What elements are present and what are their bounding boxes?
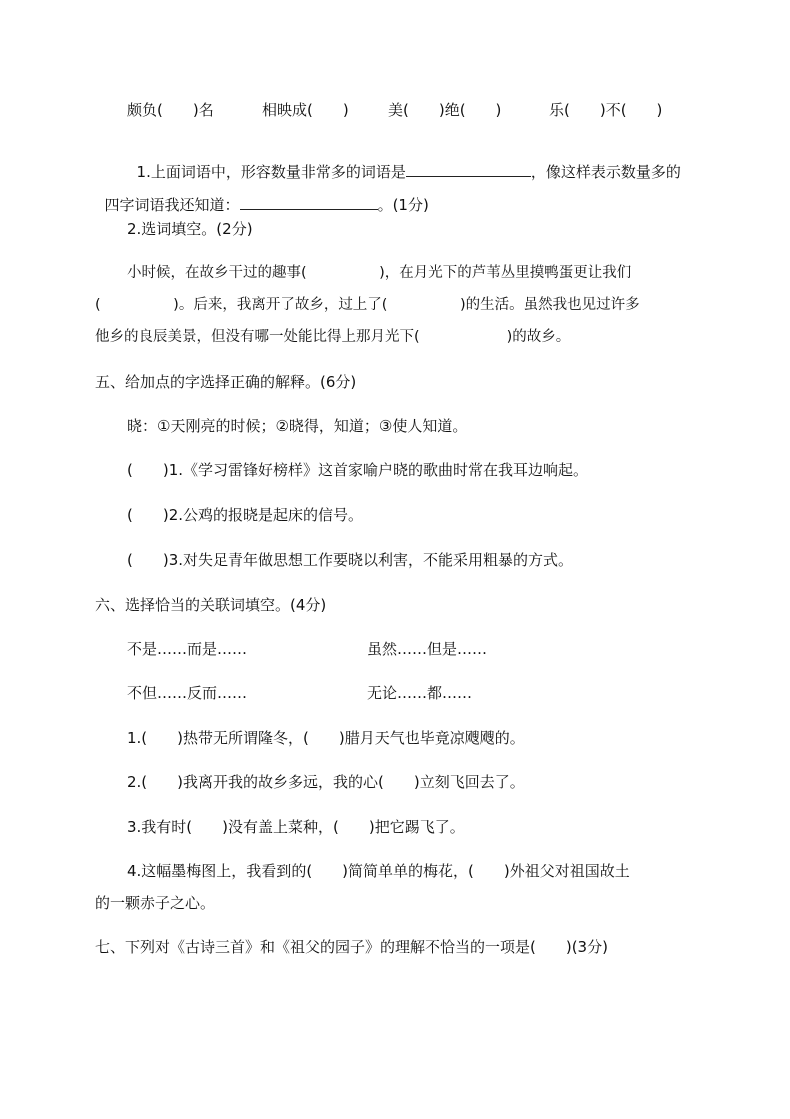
fill-question: 的一颗赤子之心。 (95, 894, 216, 912)
q2-title: 2.选词填空。(2分) (127, 220, 253, 238)
vocab-item: 颇负( )名 (127, 101, 214, 119)
vocab-item: 乐( )不( ) (549, 101, 663, 119)
conjunction-option: 不是……而是…… (127, 640, 248, 658)
choice-item: ( )1.《学习雷锋好榜样》这首家喻户晓的歌曲时常在我耳边响起。 (127, 461, 589, 479)
choice-item: ( )2.公鸡的报晓是起床的信号。 (127, 506, 364, 524)
fill-question: 2.( )我离开我的故乡多远，我的心( )立刻飞回去了。 (127, 773, 525, 791)
q2-line: 小时候，在故乡干过的趣事( )，在月光下的芦苇丛里摸鸭蛋更让我们 (127, 265, 632, 281)
fill-question: 3.我有时( )没有盖上菜种，( )把它踢飞了。 (127, 818, 465, 836)
q2-line: ( )。后来，我离开了故乡，过上了( )的生活。虽然我也见过许多 (95, 297, 640, 313)
choice-item: ( )3.对失足青年做思想工作要晓以利害，不能采用粗暴的方式。 (127, 551, 574, 569)
q2-line: 他乡的良辰美景，但没有哪一处能比得上那月光下( )的故乡。 (95, 329, 571, 345)
answer-blank[interactable] (240, 195, 378, 210)
section-title: 六、选择恰当的关联词填空。(4分) (95, 596, 327, 614)
q1-line2: 四字词语我还知道： 。(1分) (104, 196, 429, 214)
fill-question: 1.( )热带无所谓隆冬，( )腊月天气也毕竟凉飕飕的。 (127, 729, 525, 747)
conjunction-option: 不但……反而…… (127, 684, 248, 702)
vocab-item: 美( )绝( ) (388, 101, 502, 119)
answer-blank[interactable] (406, 162, 531, 177)
q1-line1: 1.上面词语中，形容数量非常多的词语是 ，像这样表示数量多的 (136, 163, 681, 181)
conjunction-option: 无论……都…… (367, 684, 473, 702)
vocab-item: 相映成( ) (262, 101, 349, 119)
definition: 晓：①天刚亮的时候；②晓得，知道；③使人知道。 (127, 417, 468, 435)
section-title: 七、下列对《古诗三首》和《祖父的园子》的理解不恰当的一项是( )(3分) (95, 938, 608, 956)
section-title: 五、给加点的字选择正确的解释。(6分) (95, 373, 357, 391)
conjunction-option: 虽然……但是…… (367, 640, 488, 658)
fill-question: 4.这幅墨梅图上，我看到的( )简简单单的梅花，( )外祖父对祖国故土 (127, 862, 630, 880)
